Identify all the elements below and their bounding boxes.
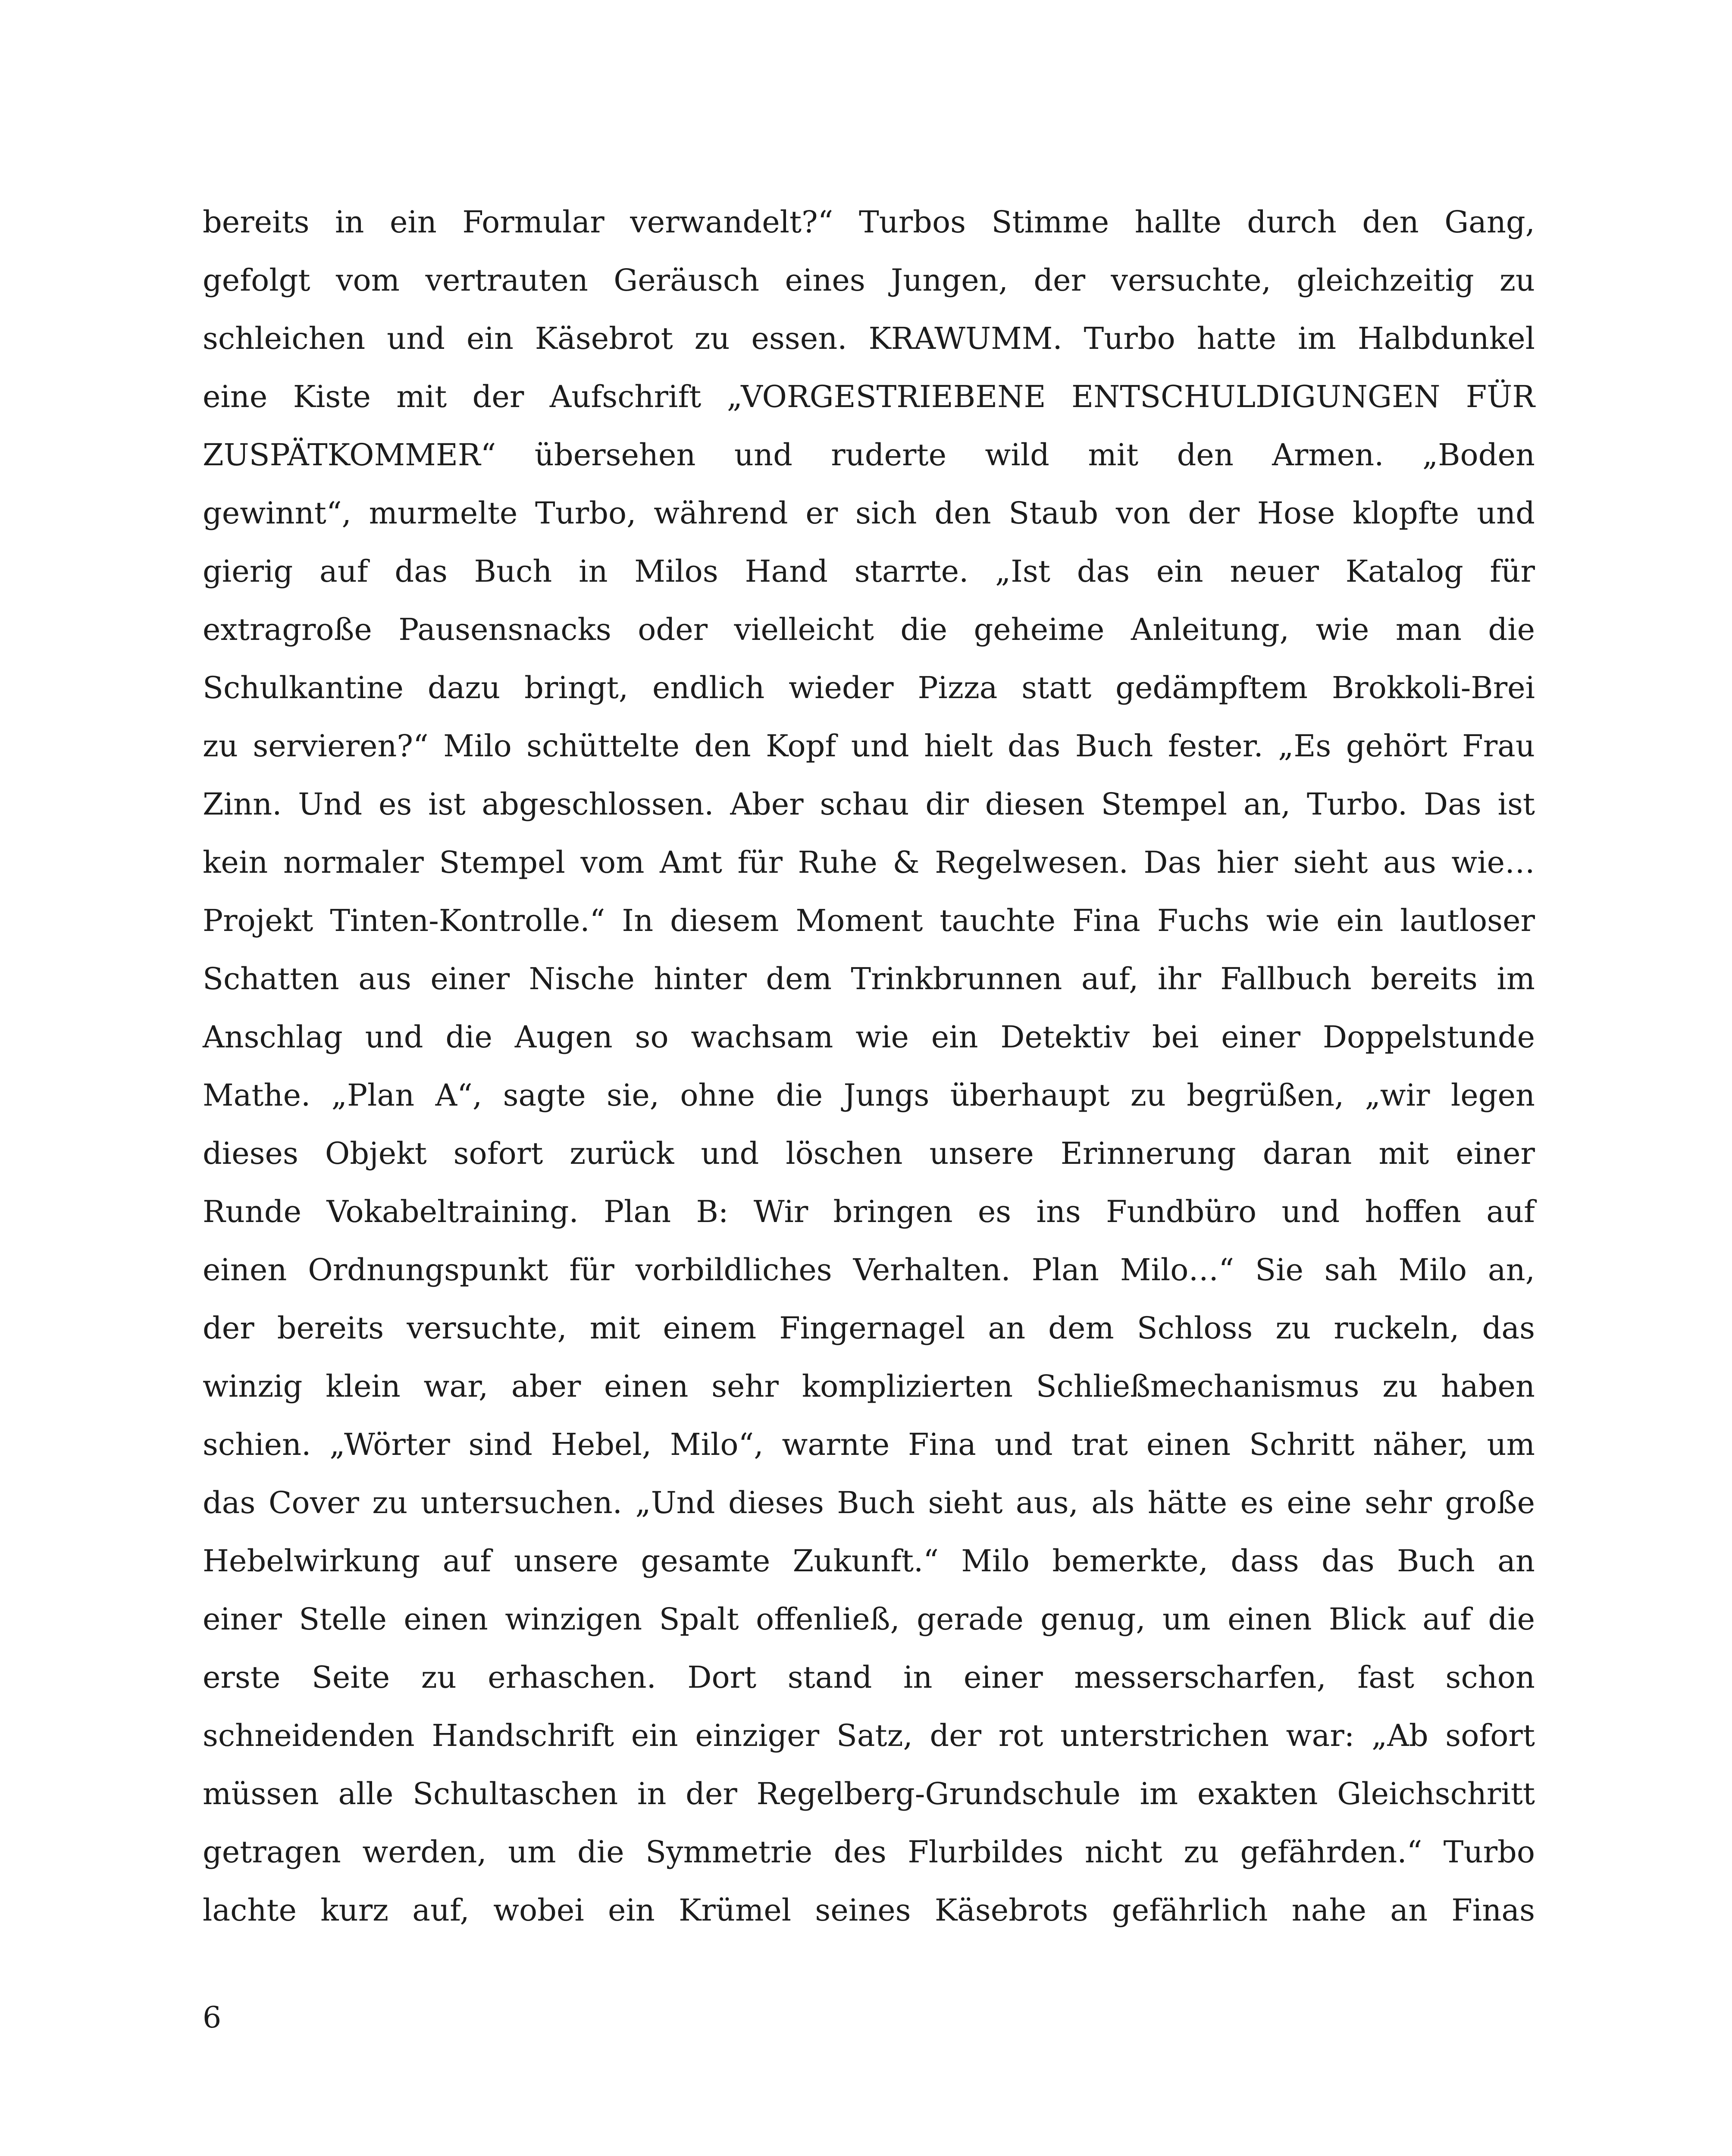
text-line: schleichen und ein Käsebrot zu essen. KRAWUMM. Turbo hatte im Halbdunkel bbox=[203, 321, 1535, 356]
text-line: Mathe. „Plan A“, sagte sie, ohne die Jungs überhaupt zu begrüßen, „wir legen bbox=[203, 1078, 1535, 1113]
text-line: lachte kurz auf, wobei ein Krümel seines Käsebrots gefährlich nahe an Finas bbox=[203, 1893, 1535, 1928]
text-line: winzig klein war, aber einen sehr komplizierten Schließmechanismus zu haben bbox=[203, 1369, 1535, 1404]
text-line: das Cover zu untersuchen. „Und dieses Buch sieht aus, als hätte es eine sehr große bbox=[203, 1485, 1535, 1520]
text-line: müssen alle Schultaschen in der Regelberg-Grundschule im exakten Gleichschritt bbox=[203, 1776, 1535, 1811]
text-line: Schatten aus einer Nische hinter dem Trinkbrunnen auf, ihr Fallbuch bereits im bbox=[203, 961, 1535, 997]
text-line: gefolgt vom vertrauten Geräusch eines Jungen, der versuchte, gleichzeitig zu bbox=[203, 263, 1535, 298]
text-line: getragen werden, um die Symmetrie des Flurbildes nicht zu gefährden.“ Turbo bbox=[203, 1834, 1535, 1870]
text-line: einer Stelle einen winzigen Spalt offenließ, gerade genug, um einen Blick auf die bbox=[203, 1601, 1535, 1637]
text-line: ZUSPÄTKOMMER“ übersehen und ruderte wild mit den Armen. „Boden bbox=[203, 437, 1535, 473]
text-line: Zinn. Und es ist abgeschlossen. Aber schau dir diesen Stempel an, Turbo. Das ist bbox=[203, 787, 1535, 822]
text-line: bereits in ein Formular verwandelt?“ Turbos Stimme hallte durch den Gang, bbox=[203, 204, 1535, 240]
text-line: dieses Objekt sofort zurück und löschen unsere Erinnerung daran mit einer bbox=[203, 1136, 1535, 1171]
text-line: eine Kiste mit der Aufschrift „VORGESTRIEBENE ENTSCHULDIGUNGEN FÜR bbox=[203, 379, 1535, 414]
text-line: einen Ordnungspunkt für vorbildliches Verhalten. Plan Milo…“ Sie sah Milo an, bbox=[203, 1252, 1535, 1288]
body-text bbox=[203, 193, 1535, 1940]
text-line: Schulkantine dazu bringt, endlich wieder Pizza statt gedämpftem Brokkoli-Brei bbox=[203, 670, 1535, 705]
page-number: 6 bbox=[203, 2001, 222, 2035]
text-line: extragroße Pausensnacks oder vielleicht die geheime Anleitung, wie man die bbox=[203, 612, 1535, 647]
text-line: gewinnt“, murmelte Turbo, während er sich den Staub von der Hose klopfte und bbox=[203, 495, 1535, 531]
text-line: Projekt Tinten-Kontrolle.“ In diesem Moment tauchte Fina Fuchs wie ein lautloser bbox=[203, 903, 1535, 938]
text-line: Runde Vokabeltraining. Plan B: Wir bringen es ins Fundbüro und hoffen auf bbox=[203, 1194, 1535, 1229]
text-line: schneidenden Handschrift ein einziger Satz, der rot unterstrichen war: „Ab sofort bbox=[203, 1718, 1535, 1753]
text-line: erste Seite zu erhaschen. Dort stand in einer messerscharfen, fast schon bbox=[203, 1660, 1535, 1695]
text-line: schien. „Wörter sind Hebel, Milo“, warnte Fina und trat einen Schritt näher, um bbox=[203, 1427, 1535, 1462]
text-line: gierig auf das Buch in Milos Hand starrte. „Ist das ein neuer Katalog für bbox=[203, 554, 1535, 589]
text-line: Hebelwirkung auf unsere gesamte Zukunft.“ Milo bemerkte, dass das Buch an bbox=[203, 1543, 1535, 1579]
text-line: Anschlag und die Augen so wachsam wie ein Detektiv bei einer Doppelstunde bbox=[203, 1019, 1535, 1055]
text-line: der bereits versuchte, mit einem Fingernagel an dem Schloss zu ruckeln, das bbox=[203, 1310, 1535, 1346]
text-line: kein normaler Stempel vom Amt für Ruhe & Regelwesen. Das hier sieht aus wie… bbox=[203, 845, 1535, 880]
text-line: zu servieren?“ Milo schüttelte den Kopf und hielt das Buch fester. „Es gehört Frau bbox=[203, 728, 1535, 764]
